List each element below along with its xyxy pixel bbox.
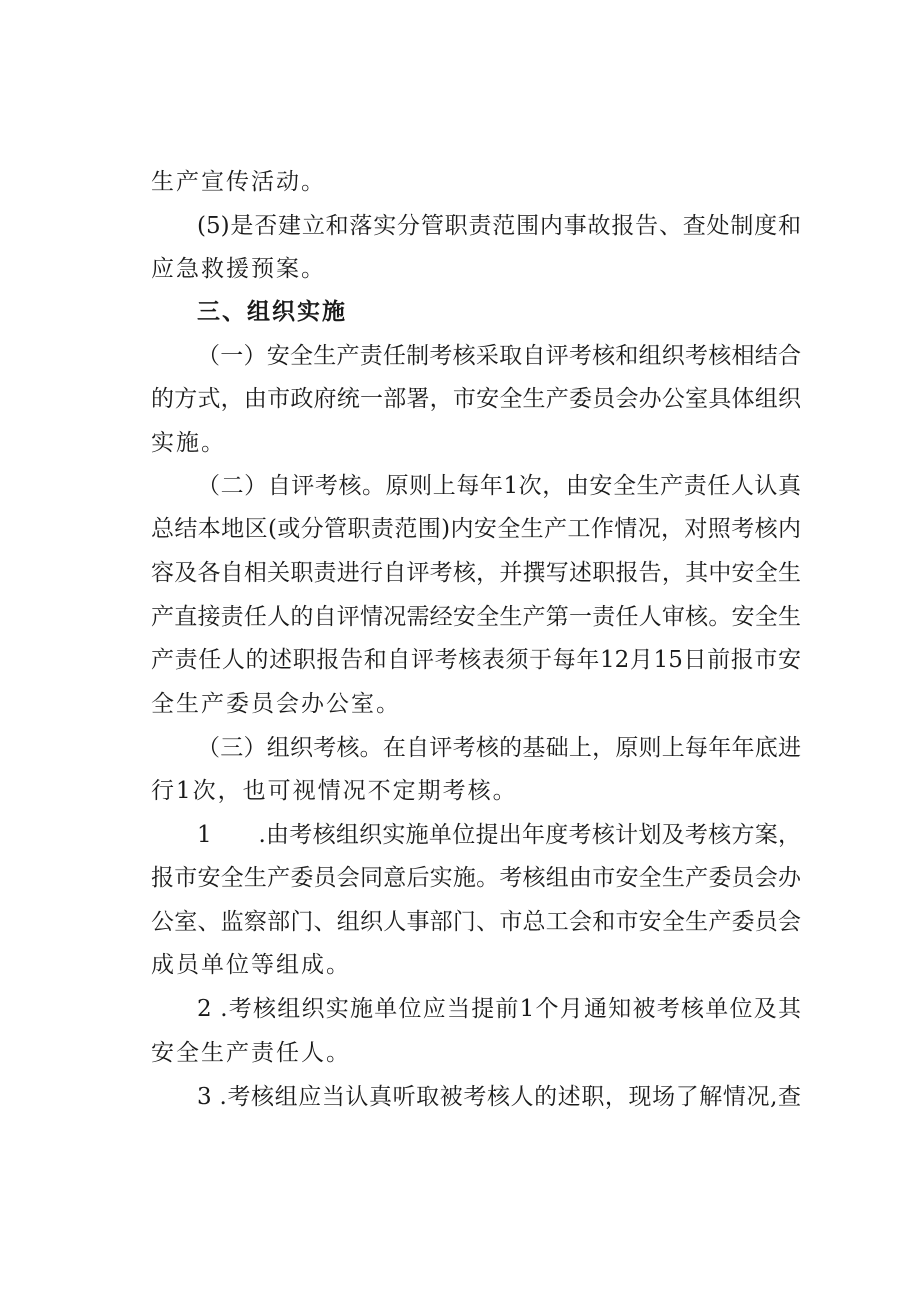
text-line: 行1次，也可视情况不定期考核。 <box>151 778 518 804</box>
text-line: 2 .考核组织实施单位应当提前1个月通知被考核单位及其 <box>197 996 801 1022</box>
text-line: 产直接责任人的自评情况需经安全生产第一责任人审核。安全生 <box>151 604 801 630</box>
text-line: 全生产委员会办公室。 <box>151 691 401 717</box>
text-line: 成员单位等组成。 <box>151 952 351 978</box>
text-line: 的方式，由市政府统一部署，市安全生产委员会办公室具体组织 <box>151 386 801 412</box>
text-line: 容及各自相关职责进行自评考核，并撰写述职报告，其中安全生 <box>151 560 801 586</box>
text-line: 总结本地区(或分管职责范围)内安全生产工作情况，对照考核内 <box>151 516 801 542</box>
text-line: 应急救援预案。 <box>151 256 326 282</box>
text-line: 公室、监察部门、组织人事部门、市总工会和市安全生产委员会 <box>151 909 801 935</box>
text-line: 安全生产责任人。 <box>151 1040 351 1066</box>
text-line: （三）组织考核。在自评考核的基础上，原则上每年年底进 <box>197 735 801 761</box>
section-heading: 三、组织实施 <box>197 299 347 325</box>
text-line: 产责任人的述职报告和自评考核表须于每年12月15日前报市安 <box>151 647 801 673</box>
text-line: （二）自评考核。原则上每年1次，由安全生产责任人认真 <box>197 473 801 499</box>
text-line: 3 .考核组应当认真听取被考核人的述职，现场了解情况,查 <box>197 1084 801 1110</box>
text-line: 报市安全生产委员会同意后实施。考核组由市安全生产委员会办 <box>151 865 801 891</box>
text-line: 实施。 <box>151 430 226 456</box>
text-line: 1 .由考核组织实施单位提出年度考核计划及考核方案， <box>197 822 801 848</box>
text-line: （一）安全生产责任制考核采取自评考核和组织考核相结合 <box>197 343 801 369</box>
text-line: (5)是否建立和落实分管职责范围内事故报告、查处制度和 <box>197 213 801 239</box>
text-line: 生产宣传活动。 <box>151 169 326 195</box>
